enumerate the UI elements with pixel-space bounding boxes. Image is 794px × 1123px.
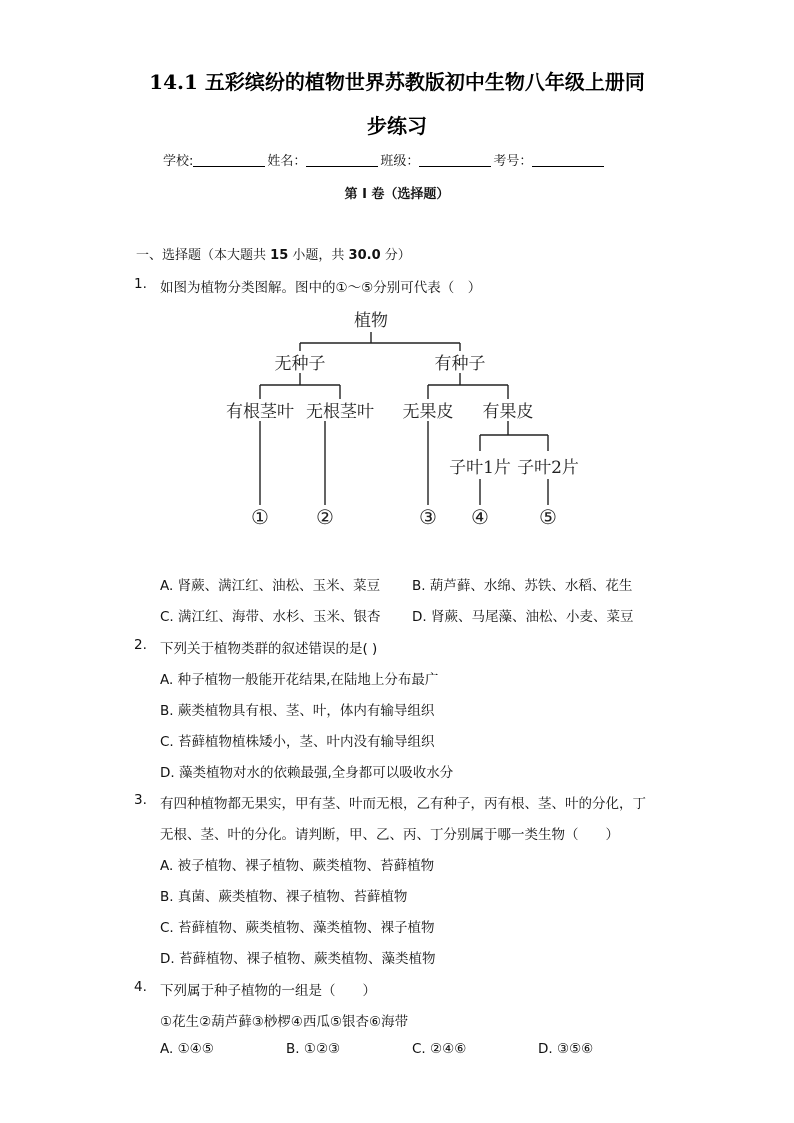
marker-1: ① (251, 505, 269, 529)
q1-option-b[interactable]: B. 葫芦藓、水绵、苏铁、水稻、花生 (412, 578, 633, 594)
q2-option-b[interactable]: B. 蕨类植物具有根、茎、叶，体内有输导组织 (160, 703, 435, 719)
q2-option-c[interactable]: C. 苔藓植物植株矮小，茎、叶内没有输导组织 (160, 734, 435, 750)
question-text-line1: 有四种植物都无果实，甲有茎、叶而无根，乙有种子，丙有根、茎、叶的分化，丁 (160, 796, 646, 812)
question-1 (0, 276, 794, 296)
q1-option-d[interactable]: D. 肾蕨、马尾藻、油松、小麦、菜豆 (412, 609, 634, 625)
class-blank[interactable] (419, 152, 491, 167)
volume-heading: 第 I 卷（选择题） (344, 187, 450, 202)
student-info-line (163, 150, 606, 169)
node-one-cotyledon: 子叶1片 (449, 458, 511, 478)
q4-option-d[interactable]: D. ③⑤⑥ (538, 1041, 594, 1057)
school-blank[interactable] (193, 152, 265, 167)
section-prefix: 一、选择题（本大题共 (136, 248, 267, 263)
class-label: 班级： (380, 154, 420, 169)
node-with-roots-stems-leaves: 有根茎叶 (226, 402, 294, 422)
q4-option-c[interactable]: C. ②④⑥ (412, 1041, 467, 1057)
q3-option-a[interactable]: A. 被子植物、裸子植物、蕨类植物、苔藓植物 (160, 858, 435, 874)
question-text: 下列属于种子植物的一组是（ ） (160, 983, 376, 999)
q3-option-c[interactable]: C. 苔藓植物、蕨类植物、藻类植物、裸子植物 (160, 920, 435, 936)
number-blank[interactable] (532, 152, 604, 167)
q3-option-b[interactable]: B. 真菌、蕨类植物、裸子植物、苔藓植物 (160, 889, 408, 905)
marker-4: ④ (471, 505, 489, 529)
school-label: 学校: (163, 154, 194, 169)
page-title-line1: 14.1 五彩缤纷的植物世界苏教版初中生物八年级上册同 (149, 70, 645, 94)
q1-option-a[interactable]: A. 肾蕨、满江红、油松、玉米、菜豆 (160, 578, 381, 594)
node-without-roots-stems-leaves: 无根茎叶 (306, 402, 374, 422)
node-no-seed: 无种子 (274, 354, 326, 374)
question-4 (0, 979, 794, 999)
section-score: 30.0 (348, 248, 381, 263)
question-number: 3. (134, 792, 147, 808)
node-has-pericarp: 有果皮 (482, 402, 534, 422)
node-no-pericarp: 无果皮 (402, 402, 454, 422)
question-number: 1. (134, 276, 147, 292)
node-has-seed: 有种子 (434, 354, 486, 374)
question-text: 下列关于植物类群的叙述错误的是( ) (160, 641, 378, 657)
node-two-cotyledons: 子叶2片 (517, 458, 579, 478)
section-mid: 小题，共 (292, 248, 345, 263)
name-label: 姓名： (267, 154, 307, 169)
name-blank[interactable] (306, 152, 378, 167)
question-4-items: ①花生②葫芦藓③桫椤④西瓜⑤银杏⑥海带 (160, 1014, 409, 1030)
q3-option-d[interactable]: D. 苔藓植物、裸子植物、蕨类植物、藻类植物 (160, 951, 436, 967)
section-heading (136, 244, 411, 263)
marker-5: ⑤ (539, 505, 557, 529)
number-label: 考号： (493, 154, 533, 169)
marker-2: ② (316, 505, 334, 529)
question-number: 2. (134, 637, 147, 653)
q2-option-d[interactable]: D. 藻类植物对水的依赖最强,全身都可以吸收水分 (160, 765, 454, 781)
q1-option-c[interactable]: C. 满江红、海带、水杉、玉米、银杏 (160, 609, 381, 625)
question-3 (0, 792, 794, 812)
q4-option-b[interactable]: B. ①②③ (286, 1041, 341, 1057)
q4-option-a[interactable]: A. ①④⑤ (160, 1041, 214, 1057)
question-3-text-line2: 无根、茎、叶的分化。请判断，甲、乙、丙、丁分别属于哪一类生物（ ） (160, 827, 619, 843)
question-2 (0, 637, 794, 657)
marker-3: ③ (419, 505, 437, 529)
q2-option-a[interactable]: A. 种子植物一般能开花结果,在陆地上分布最广 (160, 672, 439, 688)
plant-classification-diagram (210, 303, 610, 535)
section-suffix: 分） (384, 248, 411, 263)
section-count: 15 (270, 248, 289, 263)
node-root: 植物 (354, 311, 388, 331)
page-title-line2: 步练习 (367, 114, 427, 138)
question-number: 4. (134, 979, 147, 995)
question-text: 如图为植物分类图解。图中的①～⑤分别可代表（ ） (160, 280, 482, 296)
